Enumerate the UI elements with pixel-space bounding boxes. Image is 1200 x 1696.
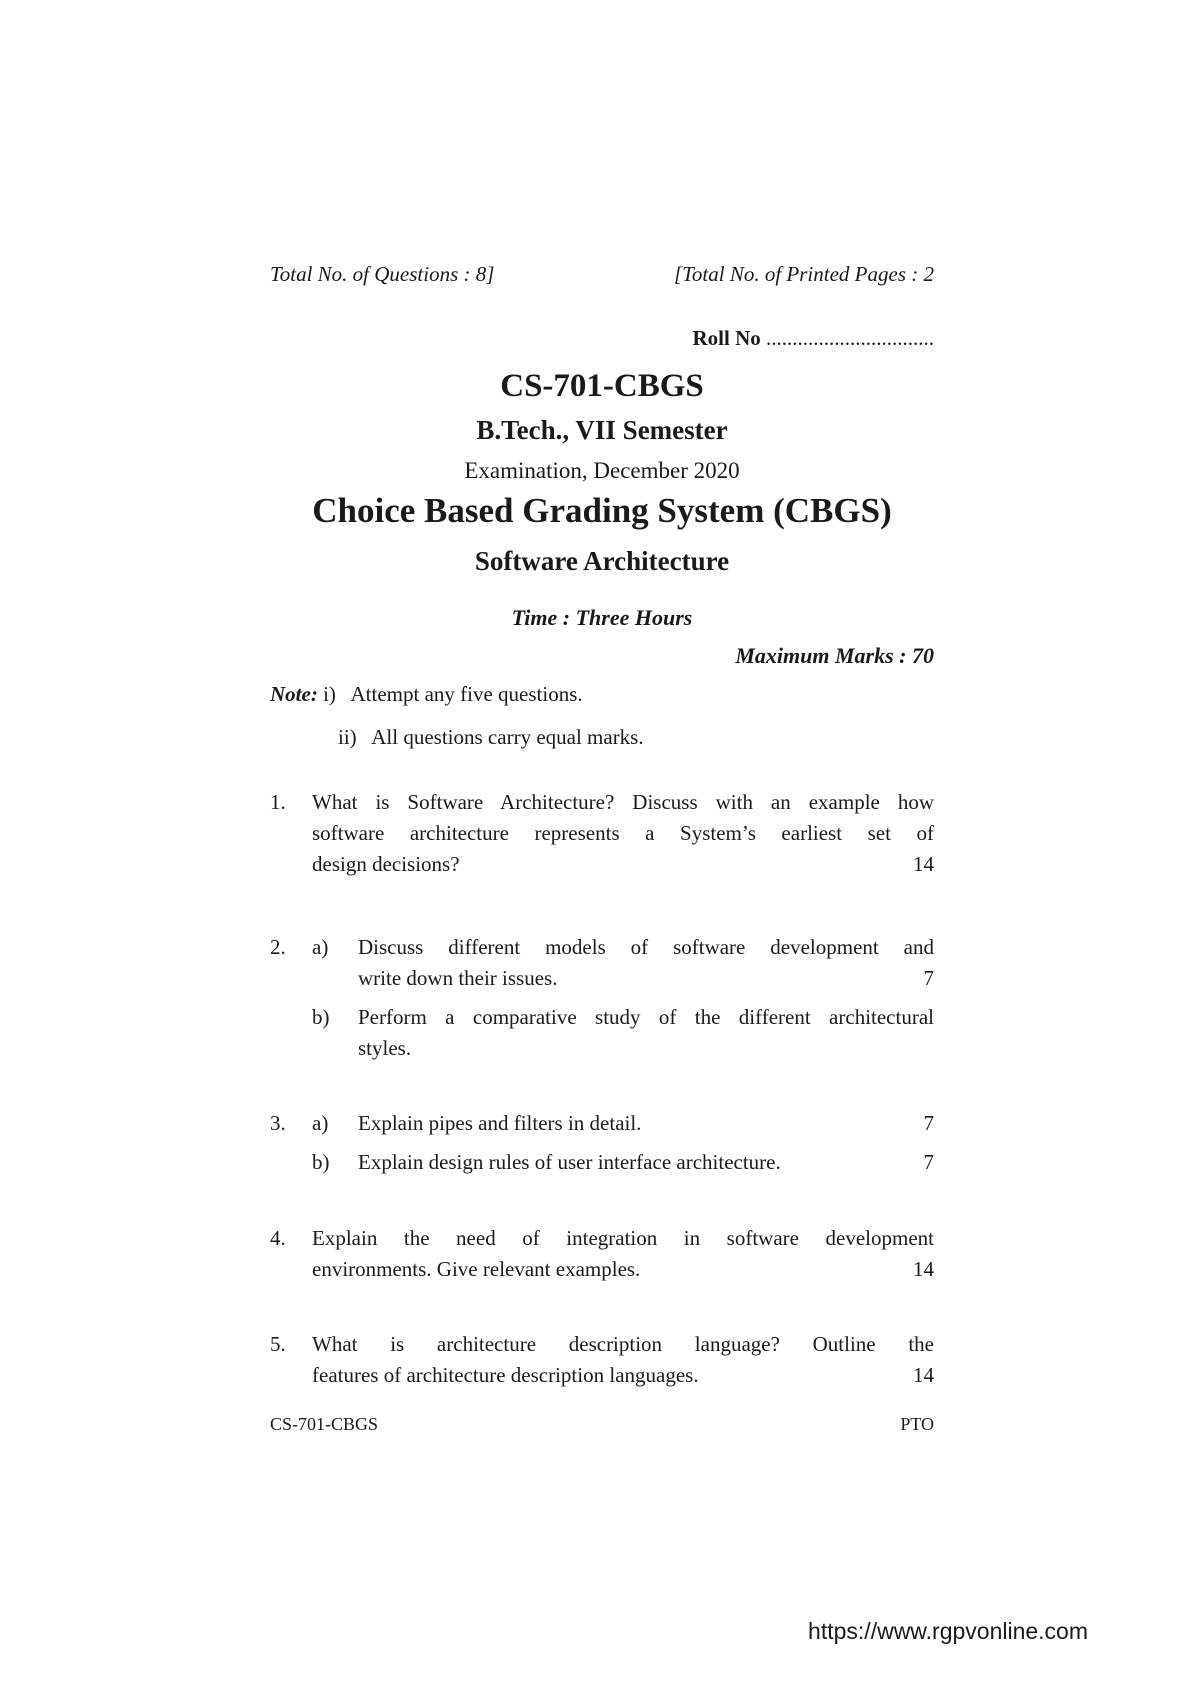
roll-dots: ................................ xyxy=(760,326,934,350)
question-line: Explain design rules of user interface architecture. xyxy=(358,1150,781,1174)
question-number: 2. xyxy=(270,935,286,959)
semester: B.Tech., VII Semester xyxy=(476,415,728,445)
question-line: design decisions? xyxy=(312,852,460,876)
note-line-2 xyxy=(338,725,644,750)
question-marks: 14 xyxy=(913,852,934,876)
paper-code: CS-701-CBGS xyxy=(500,368,704,404)
question-line: Explain pipes and filters in detail. xyxy=(358,1111,642,1135)
question-part-a xyxy=(312,932,934,994)
question-line: features of architecture description languages. xyxy=(312,1363,699,1387)
question-marks: 14 xyxy=(913,1363,934,1387)
question-line: What is Software Architecture? Discuss with an example how xyxy=(312,790,934,814)
part-letter: b) xyxy=(312,1150,330,1174)
note-num-2: ii) xyxy=(338,725,357,749)
question-number: 3. xyxy=(270,1111,286,1135)
question-line: What is architecture description language? Outline the xyxy=(312,1332,934,1356)
time-allowed: Time : Three Hours xyxy=(511,605,693,630)
question-number: 5. xyxy=(270,1332,286,1356)
question-line: styles. xyxy=(358,1036,412,1060)
question-line: Discuss different models of software development and xyxy=(358,935,934,959)
question-line: Explain the need of integration in software development xyxy=(312,1226,934,1250)
question-5 xyxy=(270,1329,934,1391)
question-marks: 7 xyxy=(923,966,934,990)
note-text-1: Attempt any five questions. xyxy=(350,682,583,706)
question-marks: 7 xyxy=(923,1111,934,1135)
examination: Examination, December 2020 xyxy=(464,458,740,483)
question-part-b xyxy=(312,1002,934,1064)
part-letter: a) xyxy=(312,1111,329,1135)
question-1 xyxy=(270,787,934,880)
question-line: software architecture represents a System’s earliest set of xyxy=(312,821,934,845)
question-number: 4. xyxy=(270,1226,286,1250)
question-part-b xyxy=(312,1147,934,1178)
question-line: write down their issues. xyxy=(358,966,558,990)
question-marks: 14 xyxy=(913,1257,934,1281)
note-label: Note: xyxy=(270,682,318,706)
footer-pto: PTO xyxy=(900,1414,934,1434)
roll-label: Roll No xyxy=(692,326,761,350)
question-marks: 7 xyxy=(923,1150,934,1174)
maximum-marks: Maximum Marks : 70 xyxy=(735,643,934,668)
question-number: 1. xyxy=(270,790,286,814)
source-url[interactable]: https://www.rgpvonline.com xyxy=(808,1618,1088,1644)
question-line: environments. Give relevant examples. xyxy=(312,1257,641,1281)
note-line-1 xyxy=(270,682,583,707)
question-4 xyxy=(270,1223,934,1285)
part-letter: b) xyxy=(312,1005,330,1029)
roll-number-line xyxy=(693,326,935,351)
subject-title: Software Architecture xyxy=(474,546,730,576)
question-3 xyxy=(270,1108,934,1178)
note-text-2: All questions carry equal marks. xyxy=(371,725,644,749)
grading-system: Choice Based Grading System (CBGS) xyxy=(312,491,892,530)
note-num-1: i) xyxy=(323,682,336,706)
part-letter: a) xyxy=(312,935,329,959)
total-questions: Total No. of Questions : 8] xyxy=(270,262,495,286)
total-pages: [Total No. of Printed Pages : 2 xyxy=(674,262,934,286)
footer-code: CS-701-CBGS xyxy=(270,1414,379,1434)
question-line: Perform a comparative study of the different architectural xyxy=(358,1005,934,1029)
question-2 xyxy=(270,932,934,1064)
question-part-a xyxy=(312,1108,934,1139)
